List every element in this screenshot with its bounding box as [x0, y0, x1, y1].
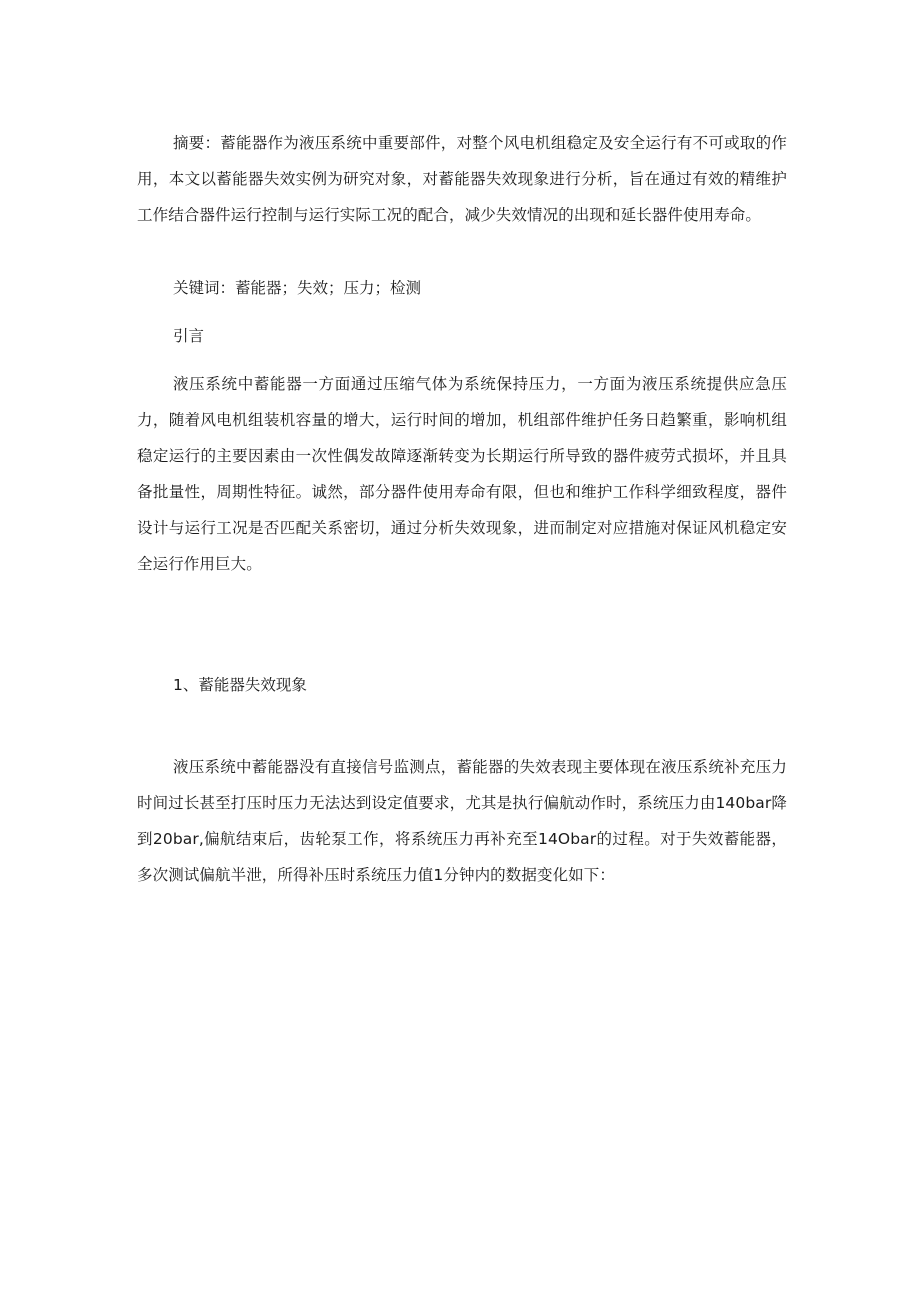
abstract-label: 摘要：	[173, 134, 221, 152]
keywords-text: 蓄能器；失效；压力；检测	[235, 279, 422, 297]
keywords-line	[173, 270, 421, 306]
intro-paragraph: 液压系统中蓄能器一方面通过压缩气体为系统保持压力，一方面为液压系统提供应急压力，随着风电机组装机容量的增大，运行时间的增加，机组部件维护任务日趋繁重，影响机组稳定运行的主要因素由一次性偶发故障逐渐转变为长期运行所导致的器件疲劳式损坏，并且具备批量性，周期性特征。诚然，部分器件使用寿命有限，但也和维护工作科学细致程度，器件设计与运行工况是否匹配关系密切，通过分析失效现象，进而制定对应措施对保证风机稳定安全运行作用巨大。	[137, 375, 787, 573]
keywords-label: 关键词：	[173, 279, 236, 297]
abstract-paragraph	[137, 125, 787, 233]
section-1-paragraph: 液压系统中蓄能器没有直接信号监测点，蓄能器的失效表现主要体现在液压系统补充压力时间过长甚至打压时压力无法达到设定值要求，尤其是执行偏航动作时，系统压力由140bar降到20bar,偏航结束后，齿轮泵工作，将系统压力再补充至14Obar的过程。对于失效蓄能器，多次测试偏航半泄，所得补压时系统压力值1分钟内的数据变化如下：	[137, 758, 787, 884]
abstract-text: 蓄能器作为液压系统中重要部件，对整个风电机组稳定及安全运行有不可或取的作用，本文以蓄能器失效实例为研究对象，对蓄能器失效现象进行分析，旨在通过有效的精维护工作结合器件运行控制与运行实际工况的配合，减少失效情况的出现和延长器件使用寿命。	[137, 134, 787, 224]
intro-heading: 引言	[173, 327, 205, 345]
section-1-heading: 1、蓄能器失效现象	[173, 676, 307, 694]
